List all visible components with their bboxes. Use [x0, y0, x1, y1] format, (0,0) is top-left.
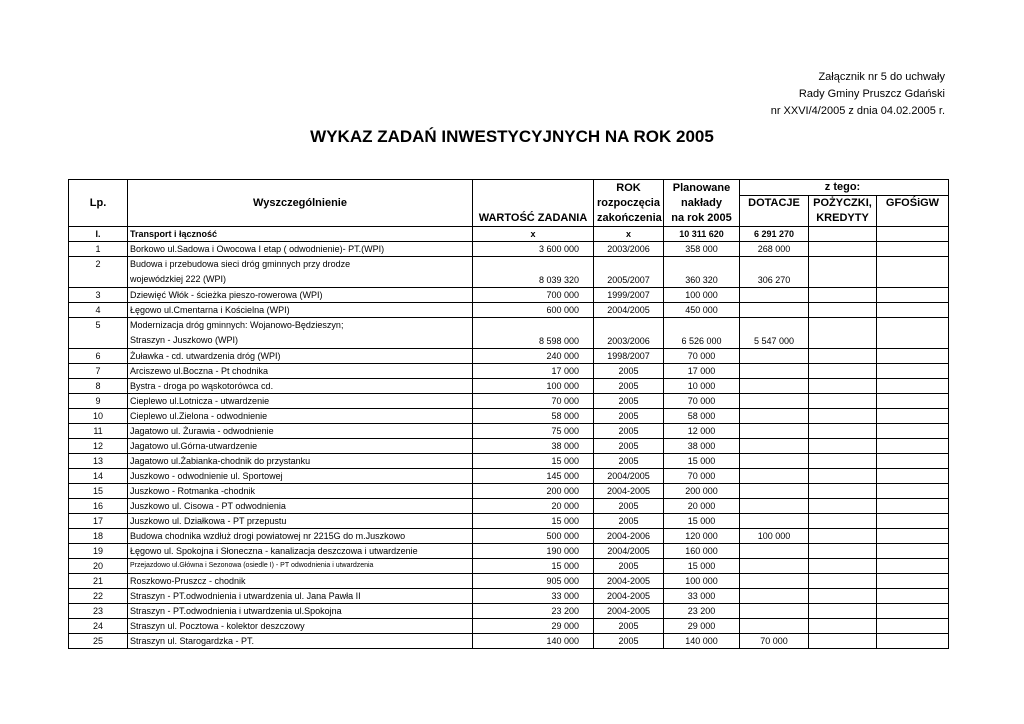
row-dotacje — [740, 469, 809, 484]
row-description: Przejazdowo ul.Główna i Sezonowa (osiedle I) - PT odwodnienia i utwardzenia — [128, 559, 473, 574]
row-pozyczki — [809, 634, 877, 649]
row-years: 2005 — [594, 364, 664, 379]
header-planned-3: na rok 2005 — [664, 211, 740, 227]
row-value: 145 000 — [473, 469, 594, 484]
row-pozyczki — [809, 589, 877, 604]
row-lp: 16 — [69, 499, 128, 514]
row-pozyczki — [809, 394, 877, 409]
row-description-line-2: wojewódzkiej 222 (WPI) — [130, 274, 227, 284]
row-planned: 360 320 — [664, 257, 740, 288]
table-row — [69, 424, 949, 439]
row-description-line-1: Modernizacja dróg gminnych: Wojanowo-Będzieszyn; — [130, 320, 344, 330]
row-lp: 23 — [69, 604, 128, 619]
row-description-line-2: Straszyn - Juszkowo (WPI) — [130, 335, 239, 345]
row-pozyczki — [809, 499, 877, 514]
row-description: Jagatowo ul.Górna-utwardzenie — [128, 439, 473, 454]
row-lp: 22 — [69, 589, 128, 604]
row-lp: 11 — [69, 424, 128, 439]
row-gfosigw — [877, 424, 949, 439]
header-lp: Lp. — [69, 196, 128, 212]
row-planned: 23 200 — [664, 604, 740, 619]
row-gfosigw — [877, 349, 949, 364]
row-dotacje: 268 000 — [740, 242, 809, 257]
row-planned: 100 000 — [664, 574, 740, 589]
row-value: 20 000 — [473, 499, 594, 514]
row-dotacje — [740, 619, 809, 634]
row-description: Żuławka - cd. utwardzenia dróg (WPI) — [128, 349, 473, 364]
row-planned: 17 000 — [664, 364, 740, 379]
row-gfosigw — [877, 454, 949, 469]
row-years: 2004/2005 — [594, 544, 664, 559]
row-lp: 21 — [69, 574, 128, 589]
table-row — [69, 619, 949, 634]
row-description — [128, 318, 473, 349]
row-pozyczki — [809, 409, 877, 424]
row-lp: 10 — [69, 409, 128, 424]
row-lp: 9 — [69, 394, 128, 409]
row-planned: 12 000 — [664, 424, 740, 439]
row-planned: 33 000 — [664, 589, 740, 604]
row-gfosigw — [877, 544, 949, 559]
row-lp: 13 — [69, 454, 128, 469]
row-description: Cieplewo ul.Lotnicza - utwardzenie — [128, 394, 473, 409]
row-lp: 14 — [69, 469, 128, 484]
row-gfosigw — [877, 257, 949, 288]
row-dotacje — [740, 484, 809, 499]
table-row — [69, 303, 949, 318]
row-value: 33 000 — [473, 589, 594, 604]
header-planned-1: Planowane — [664, 180, 740, 196]
row-dotacje — [740, 544, 809, 559]
row-value: 500 000 — [473, 529, 594, 544]
header-dotacje: DOTACJE — [740, 196, 809, 212]
table-row — [69, 242, 949, 257]
row-gfosigw — [877, 514, 949, 529]
row-gfosigw — [877, 439, 949, 454]
table-row — [69, 604, 949, 619]
header-rok-end: zakończenia — [594, 211, 664, 227]
table-row — [69, 514, 949, 529]
row-years: 2004-2005 — [594, 589, 664, 604]
row-lp: 2 — [69, 257, 128, 288]
row-dotacje — [740, 379, 809, 394]
row-value: 75 000 — [473, 424, 594, 439]
table-row — [69, 439, 949, 454]
row-years: 2005 — [594, 514, 664, 529]
row-planned: 58 000 — [664, 409, 740, 424]
row-description: Łęgowo ul. Spokojna i Słoneczna - kanalizacja deszczowa i utwardzenie — [128, 544, 473, 559]
annex-line-3: nr XXVI/4/2005 z dnia 04.02.2005 r. — [770, 105, 945, 117]
row-planned: 120 000 — [664, 529, 740, 544]
row-dotacje — [740, 589, 809, 604]
header-desc-bottom — [128, 211, 473, 227]
row-lp: 1 — [69, 242, 128, 257]
row-pozyczki — [809, 257, 877, 288]
row-years: 2004-2005 — [594, 574, 664, 589]
section-planned: 10 311 620 — [664, 227, 740, 242]
row-description: Borkowo ul.Sadowa i Owocowa I etap ( odwodnienie)- PT.(WPI) — [128, 242, 473, 257]
header-rok-start: rozpoczęcia — [594, 196, 664, 212]
header-gfosigw-bottom — [877, 211, 949, 227]
header-z-tego-right — [877, 180, 949, 196]
row-lp: 5 — [69, 318, 128, 349]
header-dotacje-bottom — [740, 211, 809, 227]
row-planned: 70 000 — [664, 469, 740, 484]
table-row — [69, 288, 949, 303]
row-gfosigw — [877, 529, 949, 544]
row-gfosigw — [877, 303, 949, 318]
row-description: Straszyn ul. Pocztowa - kolektor deszczowy — [128, 619, 473, 634]
row-dotacje — [740, 349, 809, 364]
section-dotacje: 6 291 270 — [740, 227, 809, 242]
row-planned: 200 000 — [664, 484, 740, 499]
row-years: 2004-2005 — [594, 604, 664, 619]
row-years: 2003/2006 — [594, 242, 664, 257]
row-gfosigw — [877, 634, 949, 649]
row-lp: 20 — [69, 559, 128, 574]
table-row — [69, 454, 949, 469]
row-dotacje: 70 000 — [740, 634, 809, 649]
row-description: Juszkowo ul. Działkowa - PT przepustu — [128, 514, 473, 529]
table-row — [69, 394, 949, 409]
row-value: 15 000 — [473, 514, 594, 529]
header-kredyty: KREDYTY — [809, 211, 877, 227]
row-years: 2005 — [594, 634, 664, 649]
row-description: Straszyn - PT.odwodnienia i utwardzenia ul. Jana Pawła II — [128, 589, 473, 604]
section-years: x — [594, 227, 664, 242]
row-pozyczki — [809, 544, 877, 559]
header-lp-top — [69, 180, 128, 196]
header-rok: ROK — [594, 180, 664, 196]
section-value: x — [473, 227, 594, 242]
table-row — [69, 318, 949, 349]
row-dotacje — [740, 409, 809, 424]
investment-table — [68, 179, 949, 649]
row-gfosigw — [877, 288, 949, 303]
row-gfosigw — [877, 409, 949, 424]
row-value: 70 000 — [473, 394, 594, 409]
row-dotacje — [740, 288, 809, 303]
row-description: Budowa chodnika wzdłuż drogi powiatowej nr 2215G do m.Juszkowo — [128, 529, 473, 544]
row-dotacje — [740, 514, 809, 529]
row-years: 2004/2005 — [594, 469, 664, 484]
row-pozyczki — [809, 484, 877, 499]
row-planned: 160 000 — [664, 544, 740, 559]
section-pozyczki — [809, 227, 877, 242]
row-pozyczki — [809, 574, 877, 589]
row-dotacje — [740, 574, 809, 589]
row-gfosigw — [877, 589, 949, 604]
row-pozyczki — [809, 559, 877, 574]
table-row — [69, 469, 949, 484]
row-value: 17 000 — [473, 364, 594, 379]
header-value-mid — [473, 196, 594, 212]
row-description: Straszyn ul. Starogardzka - PT. — [128, 634, 473, 649]
row-pozyczki — [809, 288, 877, 303]
header-planned-2: nakłady — [664, 196, 740, 212]
row-years: 2005 — [594, 619, 664, 634]
row-description: Roszkowo-Pruszcz - chodnik — [128, 574, 473, 589]
row-value: 700 000 — [473, 288, 594, 303]
row-dotacje — [740, 559, 809, 574]
row-lp: 6 — [69, 349, 128, 364]
row-years: 2005 — [594, 559, 664, 574]
row-description: Cieplewo ul.Zielona - odwodnienie — [128, 409, 473, 424]
row-gfosigw — [877, 559, 949, 574]
header-value: WARTOŚĆ ZADANIA — [473, 211, 594, 227]
row-pozyczki — [809, 604, 877, 619]
table-row — [69, 379, 949, 394]
table-row — [69, 364, 949, 379]
row-value: 600 000 — [473, 303, 594, 318]
annex-line-1: Załącznik nr 5 do uchwały — [818, 71, 945, 83]
row-pozyczki — [809, 379, 877, 394]
row-pozyczki — [809, 469, 877, 484]
row-dotacje — [740, 303, 809, 318]
row-years: 2005 — [594, 409, 664, 424]
header-z-tego-left — [740, 180, 809, 196]
annex-note — [771, 69, 945, 120]
header-value-top — [473, 180, 594, 196]
row-description-line-1: Budowa i przebudowa sieci dróg gminnych przy drodze — [130, 259, 351, 269]
row-planned: 10 000 — [664, 379, 740, 394]
row-value: 100 000 — [473, 379, 594, 394]
row-years: 2005 — [594, 439, 664, 454]
row-dotacje — [740, 364, 809, 379]
row-gfosigw — [877, 242, 949, 257]
row-description: Straszyn - PT.odwodnienia i utwardzenia ul.Spokojna — [128, 604, 473, 619]
table-row — [69, 349, 949, 364]
row-dotacje — [740, 424, 809, 439]
row-planned: 20 000 — [664, 499, 740, 514]
row-value: 58 000 — [473, 409, 594, 424]
table-row — [69, 544, 949, 559]
row-value: 3 600 000 — [473, 242, 594, 257]
row-value: 200 000 — [473, 484, 594, 499]
document-title: WYKAZ ZADAŃ INWESTYCYJNYCH NA ROK 2005 — [310, 127, 714, 146]
row-value: 140 000 — [473, 634, 594, 649]
row-pozyczki — [809, 439, 877, 454]
row-planned: 100 000 — [664, 288, 740, 303]
row-years: 2005/2007 — [594, 257, 664, 288]
table-row — [69, 559, 949, 574]
row-pozyczki — [809, 364, 877, 379]
row-value: 240 000 — [473, 349, 594, 364]
row-gfosigw — [877, 574, 949, 589]
row-planned: 15 000 — [664, 514, 740, 529]
row-lp: 15 — [69, 484, 128, 499]
section-gfosigw — [877, 227, 949, 242]
row-planned: 450 000 — [664, 303, 740, 318]
row-years: 2005 — [594, 424, 664, 439]
row-years: 2005 — [594, 394, 664, 409]
row-lp: 18 — [69, 529, 128, 544]
table-row — [69, 499, 949, 514]
row-description: Łęgowo ul.Cmentarna i Kościelna (WPI) — [128, 303, 473, 318]
row-gfosigw — [877, 484, 949, 499]
row-dotacje — [740, 604, 809, 619]
section-lp: I. — [69, 227, 128, 242]
row-planned: 70 000 — [664, 349, 740, 364]
annex-line-2: Rady Gminy Pruszcz Gdański — [798, 88, 945, 100]
table-row — [69, 484, 949, 499]
section-title: Transport i łączność — [128, 227, 473, 242]
row-description: Jagatowo ul.Żabianka-chodnik do przystanku — [128, 454, 473, 469]
row-planned: 70 000 — [664, 394, 740, 409]
row-value: 8 039 320 — [473, 257, 594, 288]
row-lp: 24 — [69, 619, 128, 634]
row-value: 23 200 — [473, 604, 594, 619]
row-years: 1999/2007 — [594, 288, 664, 303]
table-row — [69, 257, 949, 288]
row-dotacje — [740, 439, 809, 454]
header-pozyczki: POŻYCZKI, — [809, 196, 877, 212]
row-pozyczki — [809, 514, 877, 529]
table-row — [69, 589, 949, 604]
row-description: Dziewięć Włók - ścieżka pieszo-rowerowa (WPI) — [128, 288, 473, 303]
row-planned: 358 000 — [664, 242, 740, 257]
row-lp: 8 — [69, 379, 128, 394]
row-value: 29 000 — [473, 619, 594, 634]
table-row — [69, 409, 949, 424]
row-lp: 17 — [69, 514, 128, 529]
row-value: 15 000 — [473, 559, 594, 574]
row-years: 2004/2005 — [594, 303, 664, 318]
row-planned: 15 000 — [664, 559, 740, 574]
row-years: 2005 — [594, 499, 664, 514]
row-lp: 12 — [69, 439, 128, 454]
header-desc-top — [128, 180, 473, 196]
row-years: 2004-2006 — [594, 529, 664, 544]
header-gfosigw: GFOŚiGW — [877, 196, 949, 212]
row-dotacje — [740, 499, 809, 514]
row-planned: 15 000 — [664, 454, 740, 469]
row-description — [128, 257, 473, 288]
row-pozyczki — [809, 454, 877, 469]
row-gfosigw — [877, 394, 949, 409]
row-pozyczki — [809, 529, 877, 544]
row-planned: 29 000 — [664, 619, 740, 634]
row-lp: 19 — [69, 544, 128, 559]
header-lp-bottom — [69, 211, 128, 227]
row-description: Juszkowo - Rotmanka -chodnik — [128, 484, 473, 499]
row-value: 38 000 — [473, 439, 594, 454]
row-pozyczki — [809, 349, 877, 364]
row-gfosigw — [877, 469, 949, 484]
row-gfosigw — [877, 318, 949, 349]
row-pozyczki — [809, 303, 877, 318]
header-z-tego: z tego: — [809, 180, 877, 196]
row-planned: 140 000 — [664, 634, 740, 649]
row-years: 1998/2007 — [594, 349, 664, 364]
row-description: Jagatowo ul. Żurawia - odwodnienie — [128, 424, 473, 439]
row-description: Arciszewo ul.Boczna - Pt chodnika — [128, 364, 473, 379]
row-value: 8 598 000 — [473, 318, 594, 349]
row-years: 2005 — [594, 379, 664, 394]
row-dotacje: 306 270 — [740, 257, 809, 288]
row-years: 2003/2006 — [594, 318, 664, 349]
row-dotacje — [740, 454, 809, 469]
row-pozyczki — [809, 318, 877, 349]
table-row — [69, 634, 949, 649]
row-lp: 3 — [69, 288, 128, 303]
table-row — [69, 529, 949, 544]
row-gfosigw — [877, 364, 949, 379]
header-description: Wyszczególnienie — [128, 196, 473, 212]
table-row — [69, 574, 949, 589]
row-pozyczki — [809, 424, 877, 439]
row-lp: 25 — [69, 634, 128, 649]
row-years: 2004-2005 — [594, 484, 664, 499]
row-dotacje: 5 547 000 — [740, 318, 809, 349]
row-gfosigw — [877, 499, 949, 514]
row-dotacje — [740, 394, 809, 409]
row-description: Juszkowo ul. Cisowa - PT odwodnienia — [128, 499, 473, 514]
section-row — [69, 227, 949, 242]
row-description: Juszkowo - odwodnienie ul. Sportowej — [128, 469, 473, 484]
row-value: 190 000 — [473, 544, 594, 559]
row-pozyczki — [809, 242, 877, 257]
row-value: 15 000 — [473, 454, 594, 469]
row-description: Bystra - droga po wąskotorówca cd. — [128, 379, 473, 394]
row-lp: 7 — [69, 364, 128, 379]
row-dotacje: 100 000 — [740, 529, 809, 544]
row-value: 905 000 — [473, 574, 594, 589]
row-gfosigw — [877, 619, 949, 634]
row-pozyczki — [809, 619, 877, 634]
row-lp: 4 — [69, 303, 128, 318]
row-gfosigw — [877, 604, 949, 619]
row-planned: 6 526 000 — [664, 318, 740, 349]
row-years: 2005 — [594, 454, 664, 469]
row-planned: 38 000 — [664, 439, 740, 454]
row-gfosigw — [877, 379, 949, 394]
